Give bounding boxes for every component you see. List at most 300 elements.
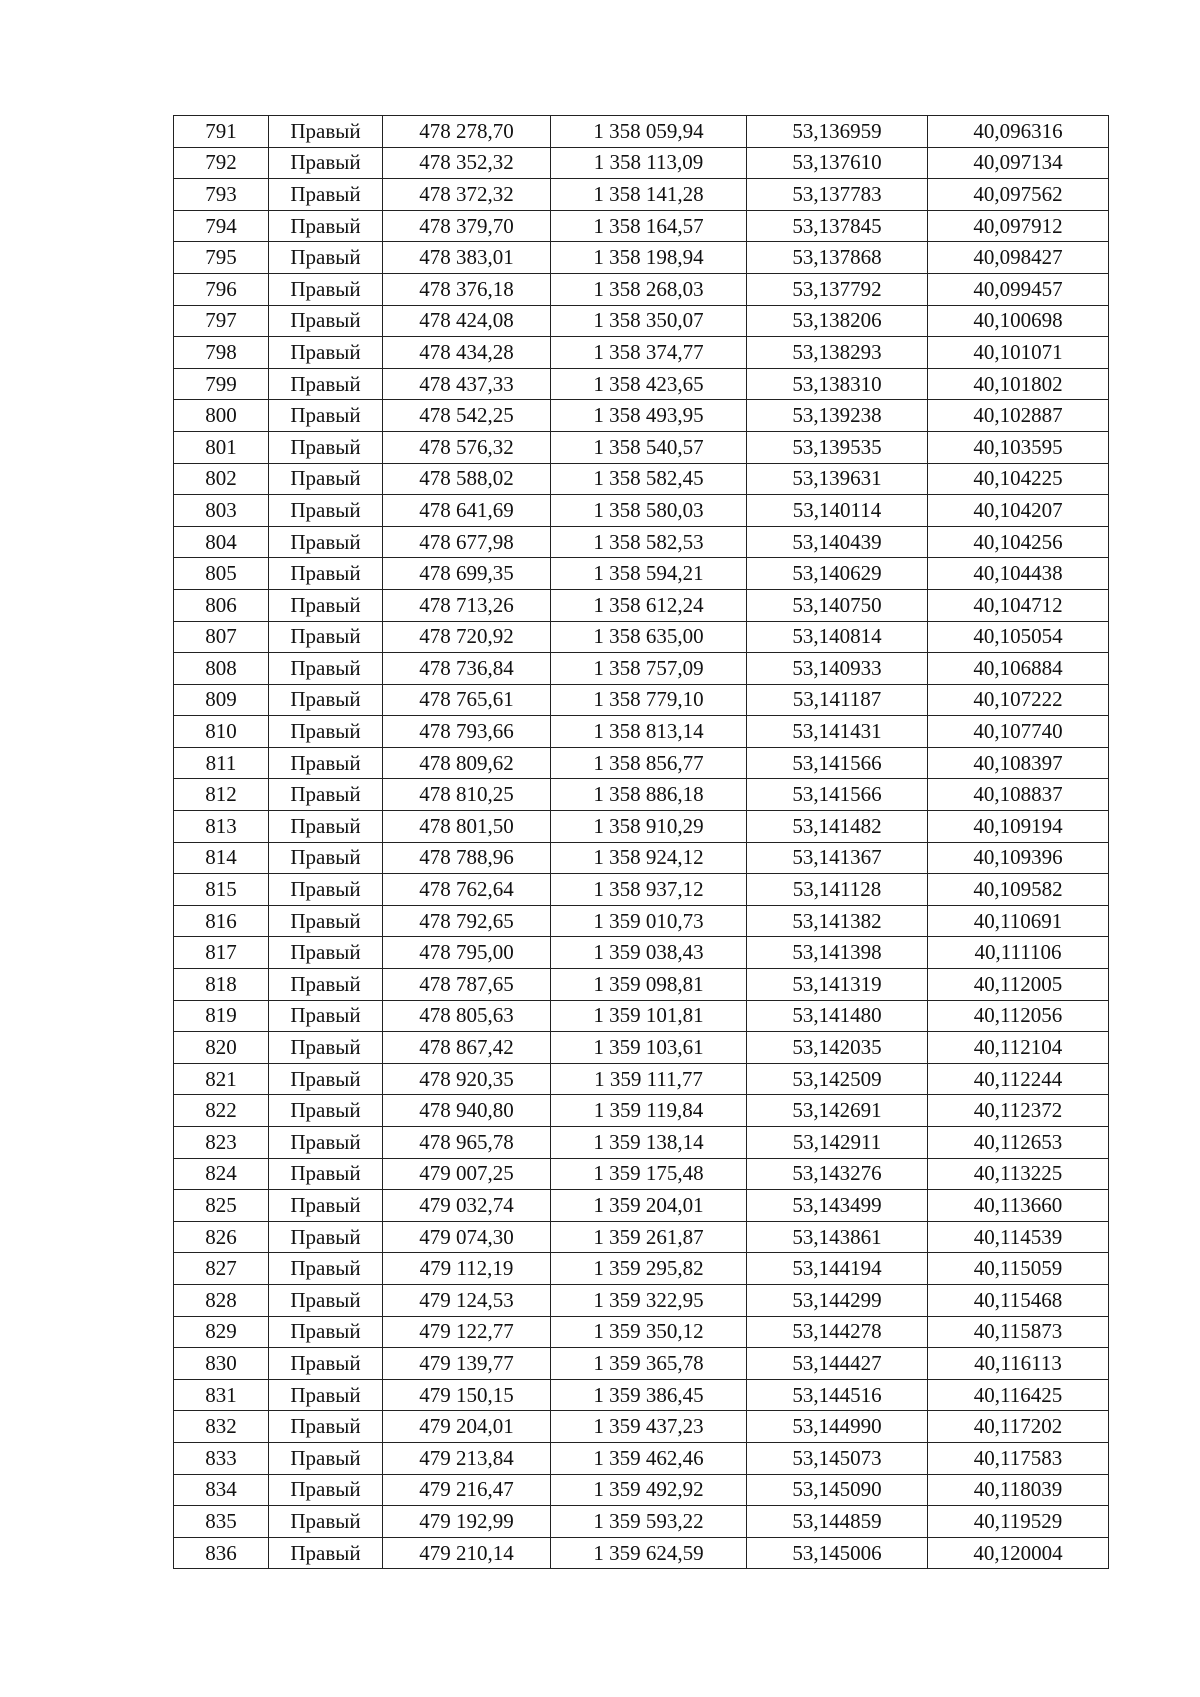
table-row [174,1474,1109,1506]
coord-x-cell: 479 122,77 [383,1316,551,1348]
point-number-cell: 798 [174,337,269,369]
coord-y-cell: 1 359 365,78 [551,1348,747,1380]
latitude-cell: 53,140933 [747,653,928,685]
coord-x-cell: 478 792,65 [383,905,551,937]
coord-y-cell: 1 358 813,14 [551,716,747,748]
coord-y-cell: 1 358 612,24 [551,589,747,621]
point-number-cell: 797 [174,305,269,337]
point-number-cell: 806 [174,589,269,621]
side-cell: Правый [269,937,383,969]
coord-x-cell: 478 762,64 [383,874,551,906]
coord-x-cell: 478 940,80 [383,1095,551,1127]
side-cell: Правый [269,1348,383,1380]
longitude-cell: 40,098427 [928,242,1109,274]
point-number-cell: 825 [174,1190,269,1222]
coord-x-cell: 478 352,32 [383,147,551,179]
latitude-cell: 53,144278 [747,1316,928,1348]
coord-y-cell: 1 358 779,10 [551,684,747,716]
coord-x-cell: 478 720,92 [383,621,551,653]
coord-y-cell: 1 358 141,28 [551,179,747,211]
point-number-cell: 824 [174,1158,269,1190]
latitude-cell: 53,143276 [747,1158,928,1190]
longitude-cell: 40,101802 [928,368,1109,400]
latitude-cell: 53,144990 [747,1411,928,1443]
coord-x-cell: 478 736,84 [383,653,551,685]
side-cell: Правый [269,1127,383,1159]
side-cell: Правый [269,905,383,937]
longitude-cell: 40,104256 [928,526,1109,558]
coord-x-cell: 479 007,25 [383,1158,551,1190]
latitude-cell: 53,140750 [747,589,928,621]
side-cell: Правый [269,1379,383,1411]
latitude-cell: 53,145006 [747,1537,928,1569]
point-number-cell: 813 [174,811,269,843]
latitude-cell: 53,138293 [747,337,928,369]
coord-x-cell: 479 192,99 [383,1506,551,1538]
longitude-cell: 40,100698 [928,305,1109,337]
point-number-cell: 809 [174,684,269,716]
latitude-cell: 53,141398 [747,937,928,969]
side-cell: Правый [269,1032,383,1064]
longitude-cell: 40,102887 [928,400,1109,432]
point-number-cell: 794 [174,210,269,242]
coord-y-cell: 1 358 113,09 [551,147,747,179]
longitude-cell: 40,109396 [928,842,1109,874]
latitude-cell: 53,144299 [747,1284,928,1316]
longitude-cell: 40,120004 [928,1537,1109,1569]
side-cell: Правый [269,305,383,337]
side-cell: Правый [269,1284,383,1316]
longitude-cell: 40,117583 [928,1442,1109,1474]
longitude-cell: 40,101071 [928,337,1109,369]
coord-x-cell: 478 793,66 [383,716,551,748]
coord-y-cell: 1 359 261,87 [551,1221,747,1253]
point-number-cell: 829 [174,1316,269,1348]
table-row [174,431,1109,463]
longitude-cell: 40,112005 [928,969,1109,1001]
coord-y-cell: 1 358 374,77 [551,337,747,369]
coord-x-cell: 478 765,61 [383,684,551,716]
point-number-cell: 819 [174,1000,269,1032]
coord-x-cell: 478 383,01 [383,242,551,274]
table-row [174,1221,1109,1253]
latitude-cell: 53,138206 [747,305,928,337]
point-number-cell: 836 [174,1537,269,1569]
side-cell: Правый [269,431,383,463]
latitude-cell: 53,142509 [747,1063,928,1095]
point-number-cell: 833 [174,1442,269,1474]
point-number-cell: 803 [174,495,269,527]
longitude-cell: 40,112372 [928,1095,1109,1127]
latitude-cell: 53,141382 [747,905,928,937]
side-cell: Правый [269,716,383,748]
longitude-cell: 40,108397 [928,747,1109,779]
coord-x-cell: 478 965,78 [383,1127,551,1159]
latitude-cell: 53,142911 [747,1127,928,1159]
latitude-cell: 53,143861 [747,1221,928,1253]
longitude-cell: 40,109194 [928,811,1109,843]
table-row [174,1127,1109,1159]
coord-x-cell: 478 588,02 [383,463,551,495]
coord-y-cell: 1 358 350,07 [551,305,747,337]
table-row [174,337,1109,369]
coord-x-cell: 478 379,70 [383,210,551,242]
coord-y-cell: 1 358 757,09 [551,653,747,685]
side-cell: Правый [269,400,383,432]
table-row [174,1190,1109,1222]
longitude-cell: 40,113660 [928,1190,1109,1222]
side-cell: Правый [269,842,383,874]
point-number-cell: 814 [174,842,269,874]
table-row [174,1537,1109,1569]
latitude-cell: 53,142691 [747,1095,928,1127]
longitude-cell: 40,103595 [928,431,1109,463]
coord-y-cell: 1 359 350,12 [551,1316,747,1348]
coord-x-cell: 479 204,01 [383,1411,551,1443]
coord-y-cell: 1 358 910,29 [551,811,747,843]
coord-x-cell: 478 788,96 [383,842,551,874]
longitude-cell: 40,104712 [928,589,1109,621]
side-cell: Правый [269,1158,383,1190]
coord-y-cell: 1 358 886,18 [551,779,747,811]
point-number-cell: 812 [174,779,269,811]
point-number-cell: 796 [174,273,269,305]
longitude-cell: 40,111106 [928,937,1109,969]
point-number-cell: 830 [174,1348,269,1380]
side-cell: Правый [269,558,383,590]
coord-y-cell: 1 359 322,95 [551,1284,747,1316]
table-row [174,1348,1109,1380]
coord-y-cell: 1 358 582,45 [551,463,747,495]
table-row [174,558,1109,590]
side-cell: Правый [269,969,383,1001]
table-row [174,811,1109,843]
table-row [174,937,1109,969]
longitude-cell: 40,107740 [928,716,1109,748]
side-cell: Правый [269,1221,383,1253]
coord-x-cell: 479 112,19 [383,1253,551,1285]
coord-y-cell: 1 358 493,95 [551,400,747,432]
latitude-cell: 53,141128 [747,874,928,906]
side-cell: Правый [269,368,383,400]
coord-y-cell: 1 358 059,94 [551,116,747,148]
table-row [174,1442,1109,1474]
latitude-cell: 53,140439 [747,526,928,558]
table-row [174,1095,1109,1127]
longitude-cell: 40,106884 [928,653,1109,685]
table-row [174,1000,1109,1032]
longitude-cell: 40,117202 [928,1411,1109,1443]
latitude-cell: 53,140114 [747,495,928,527]
longitude-cell: 40,104225 [928,463,1109,495]
latitude-cell: 53,137868 [747,242,928,274]
longitude-cell: 40,112653 [928,1127,1109,1159]
latitude-cell: 53,141319 [747,969,928,1001]
coordinates-table [173,115,1109,1569]
coord-x-cell: 478 542,25 [383,400,551,432]
table-row [174,305,1109,337]
coord-y-cell: 1 359 038,43 [551,937,747,969]
coord-x-cell: 478 795,00 [383,937,551,969]
side-cell: Правый [269,779,383,811]
longitude-cell: 40,099457 [928,273,1109,305]
latitude-cell: 53,140814 [747,621,928,653]
table-row [174,1506,1109,1538]
coord-x-cell: 478 424,08 [383,305,551,337]
table-row [174,1284,1109,1316]
coord-y-cell: 1 358 856,77 [551,747,747,779]
side-cell: Правый [269,1190,383,1222]
point-number-cell: 818 [174,969,269,1001]
table-row [174,1316,1109,1348]
coord-x-cell: 478 699,35 [383,558,551,590]
point-number-cell: 834 [174,1474,269,1506]
side-cell: Правый [269,1474,383,1506]
side-cell: Правый [269,684,383,716]
coord-y-cell: 1 358 924,12 [551,842,747,874]
side-cell: Правый [269,526,383,558]
coord-x-cell: 479 216,47 [383,1474,551,1506]
coord-y-cell: 1 358 198,94 [551,242,747,274]
coord-x-cell: 478 278,70 [383,116,551,148]
longitude-cell: 40,097134 [928,147,1109,179]
longitude-cell: 40,109582 [928,874,1109,906]
side-cell: Правый [269,811,383,843]
side-cell: Правый [269,116,383,148]
longitude-cell: 40,115873 [928,1316,1109,1348]
coord-y-cell: 1 359 437,23 [551,1411,747,1443]
table-row [174,905,1109,937]
coord-x-cell: 479 074,30 [383,1221,551,1253]
side-cell: Правый [269,495,383,527]
side-cell: Правый [269,210,383,242]
point-number-cell: 793 [174,179,269,211]
latitude-cell: 53,145090 [747,1474,928,1506]
point-number-cell: 792 [174,147,269,179]
coord-y-cell: 1 359 010,73 [551,905,747,937]
latitude-cell: 53,141367 [747,842,928,874]
side-cell: Правый [269,621,383,653]
latitude-cell: 53,137845 [747,210,928,242]
coord-x-cell: 478 576,32 [383,431,551,463]
point-number-cell: 817 [174,937,269,969]
point-number-cell: 805 [174,558,269,590]
table-row [174,495,1109,527]
side-cell: Правый [269,1411,383,1443]
latitude-cell: 53,139631 [747,463,928,495]
latitude-cell: 53,137792 [747,273,928,305]
table-row [174,273,1109,305]
coord-x-cell: 478 437,33 [383,368,551,400]
coord-x-cell: 479 032,74 [383,1190,551,1222]
table-row [174,621,1109,653]
coord-x-cell: 479 210,14 [383,1537,551,1569]
longitude-cell: 40,113225 [928,1158,1109,1190]
table-row [174,1032,1109,1064]
point-number-cell: 835 [174,1506,269,1538]
latitude-cell: 53,137783 [747,179,928,211]
longitude-cell: 40,107222 [928,684,1109,716]
longitude-cell: 40,114539 [928,1221,1109,1253]
coord-y-cell: 1 358 937,12 [551,874,747,906]
latitude-cell: 53,141566 [747,747,928,779]
side-cell: Правый [269,1506,383,1538]
point-number-cell: 815 [174,874,269,906]
point-number-cell: 816 [174,905,269,937]
longitude-cell: 40,119529 [928,1506,1109,1538]
coord-x-cell: 479 213,84 [383,1442,551,1474]
table-row [174,1253,1109,1285]
longitude-cell: 40,112244 [928,1063,1109,1095]
side-cell: Правый [269,273,383,305]
coord-y-cell: 1 359 119,84 [551,1095,747,1127]
coord-x-cell: 478 787,65 [383,969,551,1001]
coord-x-cell: 478 809,62 [383,747,551,779]
side-cell: Правый [269,1537,383,1569]
longitude-cell: 40,116425 [928,1379,1109,1411]
longitude-cell: 40,115059 [928,1253,1109,1285]
point-number-cell: 800 [174,400,269,432]
side-cell: Правый [269,874,383,906]
side-cell: Правый [269,1442,383,1474]
coordinates-table-body [174,116,1109,1569]
point-number-cell: 820 [174,1032,269,1064]
coord-y-cell: 1 359 386,45 [551,1379,747,1411]
latitude-cell: 53,141480 [747,1000,928,1032]
coord-y-cell: 1 358 423,65 [551,368,747,400]
latitude-cell: 53,144427 [747,1348,928,1380]
side-cell: Правый [269,463,383,495]
longitude-cell: 40,112056 [928,1000,1109,1032]
table-row [174,1158,1109,1190]
table-row [174,684,1109,716]
table-row [174,242,1109,274]
latitude-cell: 53,141482 [747,811,928,843]
latitude-cell: 53,144194 [747,1253,928,1285]
coord-y-cell: 1 358 582,53 [551,526,747,558]
coord-y-cell: 1 358 268,03 [551,273,747,305]
table-row [174,400,1109,432]
coord-y-cell: 1 358 594,21 [551,558,747,590]
coord-y-cell: 1 359 295,82 [551,1253,747,1285]
table-row [174,653,1109,685]
coord-y-cell: 1 359 101,81 [551,1000,747,1032]
coord-y-cell: 1 359 138,14 [551,1127,747,1159]
coord-x-cell: 478 805,63 [383,1000,551,1032]
table-row [174,874,1109,906]
latitude-cell: 53,143499 [747,1190,928,1222]
coord-x-cell: 478 810,25 [383,779,551,811]
longitude-cell: 40,118039 [928,1474,1109,1506]
longitude-cell: 40,105054 [928,621,1109,653]
coord-x-cell: 478 376,18 [383,273,551,305]
side-cell: Правый [269,1095,383,1127]
coord-x-cell: 479 150,15 [383,1379,551,1411]
coord-y-cell: 1 359 492,92 [551,1474,747,1506]
latitude-cell: 53,144516 [747,1379,928,1411]
table-row [174,842,1109,874]
coord-x-cell: 478 677,98 [383,526,551,558]
point-number-cell: 810 [174,716,269,748]
side-cell: Правый [269,589,383,621]
side-cell: Правый [269,653,383,685]
side-cell: Правый [269,147,383,179]
table-row [174,716,1109,748]
coord-x-cell: 478 372,32 [383,179,551,211]
longitude-cell: 40,108837 [928,779,1109,811]
point-number-cell: 807 [174,621,269,653]
longitude-cell: 40,116113 [928,1348,1109,1380]
longitude-cell: 40,112104 [928,1032,1109,1064]
latitude-cell: 53,137610 [747,147,928,179]
table-row [174,1063,1109,1095]
side-cell: Правый [269,242,383,274]
side-cell: Правый [269,1000,383,1032]
longitude-cell: 40,096316 [928,116,1109,148]
point-number-cell: 821 [174,1063,269,1095]
coord-y-cell: 1 359 175,48 [551,1158,747,1190]
coord-y-cell: 1 358 635,00 [551,621,747,653]
latitude-cell: 53,144859 [747,1506,928,1538]
point-number-cell: 828 [174,1284,269,1316]
table-row [174,1379,1109,1411]
side-cell: Правый [269,337,383,369]
point-number-cell: 826 [174,1221,269,1253]
coord-y-cell: 1 358 540,57 [551,431,747,463]
point-number-cell: 802 [174,463,269,495]
latitude-cell: 53,142035 [747,1032,928,1064]
table-row [174,969,1109,1001]
table-row [174,116,1109,148]
table-row [174,747,1109,779]
coord-x-cell: 479 124,53 [383,1284,551,1316]
longitude-cell: 40,115468 [928,1284,1109,1316]
coord-x-cell: 478 713,26 [383,589,551,621]
latitude-cell: 53,141566 [747,779,928,811]
point-number-cell: 804 [174,526,269,558]
table-row [174,179,1109,211]
coord-x-cell: 478 920,35 [383,1063,551,1095]
latitude-cell: 53,140629 [747,558,928,590]
point-number-cell: 822 [174,1095,269,1127]
coord-y-cell: 1 358 580,03 [551,495,747,527]
longitude-cell: 40,097562 [928,179,1109,211]
point-number-cell: 799 [174,368,269,400]
coord-y-cell: 1 359 462,46 [551,1442,747,1474]
latitude-cell: 53,141187 [747,684,928,716]
latitude-cell: 53,145073 [747,1442,928,1474]
latitude-cell: 53,136959 [747,116,928,148]
table-row [174,526,1109,558]
longitude-cell: 40,110691 [928,905,1109,937]
point-number-cell: 823 [174,1127,269,1159]
side-cell: Правый [269,179,383,211]
latitude-cell: 53,141431 [747,716,928,748]
coord-x-cell: 478 801,50 [383,811,551,843]
latitude-cell: 53,139238 [747,400,928,432]
point-number-cell: 827 [174,1253,269,1285]
coord-y-cell: 1 359 624,59 [551,1537,747,1569]
point-number-cell: 831 [174,1379,269,1411]
latitude-cell: 53,139535 [747,431,928,463]
point-number-cell: 832 [174,1411,269,1443]
coord-x-cell: 479 139,77 [383,1348,551,1380]
coord-y-cell: 1 359 111,77 [551,1063,747,1095]
longitude-cell: 40,104207 [928,495,1109,527]
side-cell: Правый [269,747,383,779]
table-row [174,463,1109,495]
table-row [174,368,1109,400]
